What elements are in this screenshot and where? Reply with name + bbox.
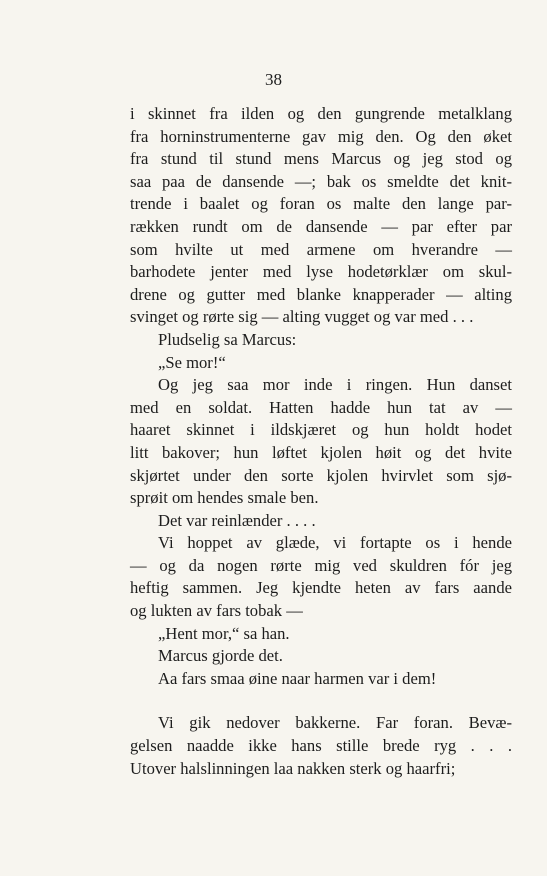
text-line: „Se mor!“ <box>158 352 226 372</box>
text-line: fra stund til stund mens Marcus og jeg stod og <box>130 149 512 169</box>
text-line: Pludselig sa Marcus: <box>158 329 297 349</box>
text-line: og lukten av fars tobak — <box>130 601 303 621</box>
text-line: skjørtet under den sorte kjolen hvirvlet som sjø- <box>130 465 512 485</box>
text-line: — og da nogen rørte mig ved skuldren fór jeg <box>130 555 512 575</box>
text-line: fra horninstrumenterne gav mig den. Og den øket <box>130 126 512 146</box>
paragraph-gap <box>130 690 512 712</box>
text-line: rækken rundt om de dansende — par efter par <box>130 216 512 236</box>
text-line: heftig sammen. Jeg kjendte heten av fars aande <box>130 578 512 598</box>
text-line: litt bakover; hun løftet kjolen høit og det hvite <box>130 442 512 462</box>
paragraph <box>130 668 512 691</box>
text-line: Det var reinlænder . . . . <box>158 510 316 530</box>
text-line: saa paa de dansende —; bak os smeldte det knit- <box>130 171 512 191</box>
text-line: haaret skinnet i ildskjæret og hun holdt hodet <box>130 420 512 440</box>
text-line: barhodete jenter med lyse hodetørklær om skul- <box>130 262 512 282</box>
text-line: Vi gik nedover bakkerne. Far foran. Bevæ- <box>158 713 512 733</box>
text-line: i skinnet fra ilden og den gungrende metalklang <box>130 104 512 123</box>
text-line: trende i baalet og foran os malte den lange par- <box>130 194 512 214</box>
paragraph <box>130 352 512 375</box>
paragraph <box>130 645 512 668</box>
text-line: Vi hoppet av glæde, vi fortapte os i hende <box>158 533 512 553</box>
text-line: „Hent mor,“ sa han. <box>158 623 290 643</box>
paragraph <box>130 510 512 533</box>
body-text <box>130 103 512 780</box>
text-line: drene og gutter med blanke knapperader — alting <box>130 284 512 304</box>
paragraph <box>130 374 512 510</box>
page-number: 38 <box>265 70 282 89</box>
paragraph <box>130 712 512 780</box>
paragraph <box>130 103 512 329</box>
paragraph <box>130 532 512 622</box>
text-line: som hvilte ut med armene om hverandre — <box>130 239 512 259</box>
text-line: Og jeg saa mor inde i ringen. Hun danset <box>158 375 512 395</box>
text-line: Utover halslinningen laa nakken sterk og haarfri; <box>130 758 456 778</box>
text-line: med en soldat. Hatten hadde hun tat av — <box>130 397 512 417</box>
text-line: gelsen naadde ikke hans stille brede ryg . . . <box>130 736 512 756</box>
text-line: svinget og rørte sig — alting vugget og var med . . . <box>130 307 474 327</box>
paragraph <box>130 329 512 352</box>
text-line: sprøit om hendes smale ben. <box>130 488 319 508</box>
text-line: Aa fars smaa øine naar harmen var i dem! <box>158 668 437 688</box>
paragraph <box>130 623 512 646</box>
text-line: Marcus gjorde det. <box>158 646 283 666</box>
